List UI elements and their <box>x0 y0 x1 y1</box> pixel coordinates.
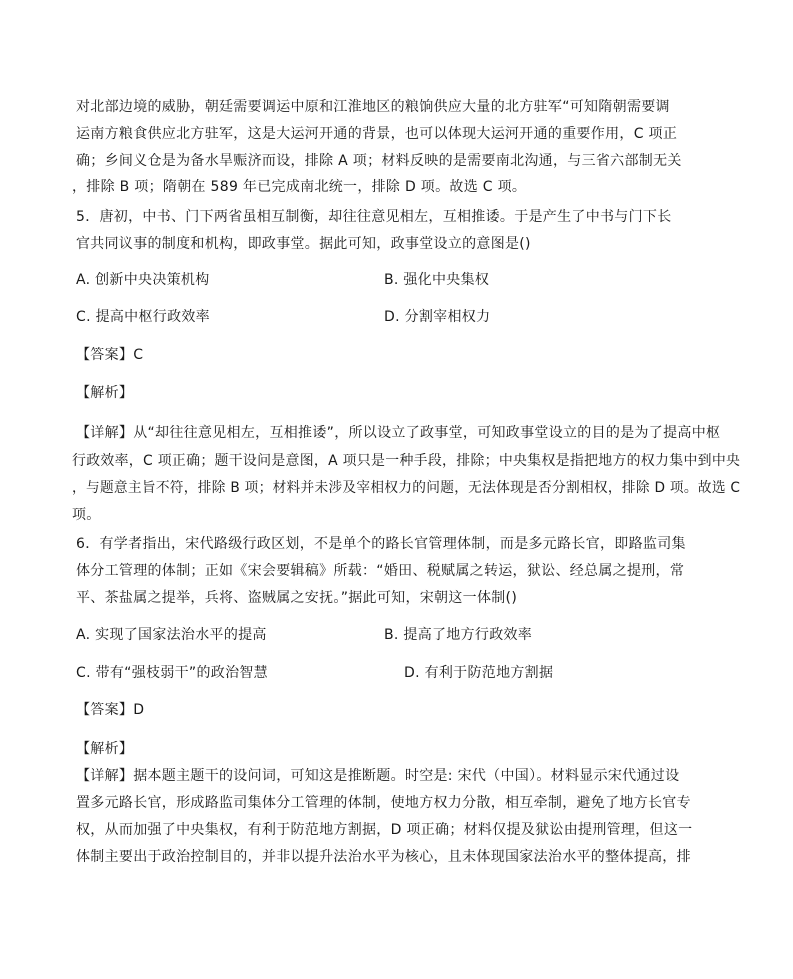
q6-analysis-label: 【解析】 <box>76 741 134 757</box>
q6-option-c: C. 带有“强枝弱干”的政治智慧 <box>76 665 268 681</box>
prev-explanation-line-3: 确；乡间义仓是为备水旱赈济而设，排除 A 项；材料反映的是需要南北沟通，与三省六部制无关 <box>76 153 682 169</box>
prev-explanation-line-2: 运南方粮食供应北方驻军，这是大运河开通的背景，也可以体现大运河开通的重要作用，C 项正 <box>76 126 678 142</box>
q5-option-a: A. 创新中央决策机构 <box>76 272 210 288</box>
q6-stem-line-1: 6．有学者指出，宋代路级行政区划，不是单个的路长官管理体制，而是多元路长官，即路监司集 <box>76 536 686 552</box>
q6-detail-line-4: 体制主要出于政治控制目的，并非以提升法治水平为核心，且未体现国家法治水平的整体提高，排 <box>76 849 691 865</box>
prev-explanation-line-1: 对北部边境的威胁，朝廷需要调运中原和江淮地区的粮饷供应大量的北方驻军“可知隋朝需要调 <box>76 99 670 115</box>
prev-explanation-line-4: ，排除 B 项；隋朝在 589 年已完成南北统一，排除 D 项。故选 C 项。 <box>72 179 527 195</box>
q6-option-d: D. 有利于防范地方割据 <box>404 665 554 681</box>
q5-option-b: B. 强化中央集权 <box>384 272 490 288</box>
q6-detail-line-3: 权，从而加强了中央集权，有利于防范地方割据，D 项正确；材料仅提及狱讼由提刑管理，但这一 <box>76 822 693 838</box>
q5-detail-line-4: 项。 <box>72 507 101 523</box>
q5-detail-line-2: 行政效率，C 项正确；题干设问是意图，A 项只是一种手段，排除；中央集权是指把地方的权力集中到中央 <box>72 453 741 469</box>
q5-answer: 【答案】C <box>76 347 144 363</box>
q6-detail-line-1: 【详解】据本题主题干的设问词，可知这是推断题。时空是: 宋代（中国）。材料显示宋代通过设 <box>76 768 680 784</box>
q5-analysis-label: 【解析】 <box>76 385 134 401</box>
q6-detail-line-2: 置多元路长官，形成路监司集体分工管理的体制，使地方权力分散，相互牵制，避免了地方长官专 <box>76 795 691 811</box>
q6-stem-line-3: 平、茶盐属之提举，兵将、盗贼属之安抚。”据此可知，宋朝这一体制() <box>76 590 518 606</box>
q5-option-c: C. 提高中枢行政效率 <box>76 309 210 325</box>
q6-answer: 【答案】D <box>76 702 145 718</box>
q5-option-d: D. 分割宰相权力 <box>384 309 491 325</box>
q6-stem-line-2: 体分工管理的体制；正如《宋会要辑稿》所载：“婚田、税赋属之转运，狱讼、经总属之提刑，常 <box>76 563 685 579</box>
q5-detail-line-1: 【详解】从“却往往意见相左，互相推诿”，所以设立了政事堂，可知政事堂设立的目的是为了提高中枢 <box>76 425 721 441</box>
q5-detail-line-3: ，与题意主旨不符，排除 B 项；材料并未涉及宰相权力的问题，无法体现是否分割相权，排除 D 项。故选 C <box>72 480 741 496</box>
q6-option-a: A. 实现了国家法治水平的提高 <box>76 627 267 643</box>
q5-stem-line-1: 5．唐初，中书、门下两省虽相互制衡，却往往意见相左，互相推诿。于是产生了中书与门下长 <box>76 209 672 225</box>
q6-option-b: B. 提高了地方行政效率 <box>384 627 533 643</box>
q5-stem-line-2: 官共同议事的制度和机构，即政事堂。据此可知，政事堂设立的意图是() <box>76 236 531 252</box>
